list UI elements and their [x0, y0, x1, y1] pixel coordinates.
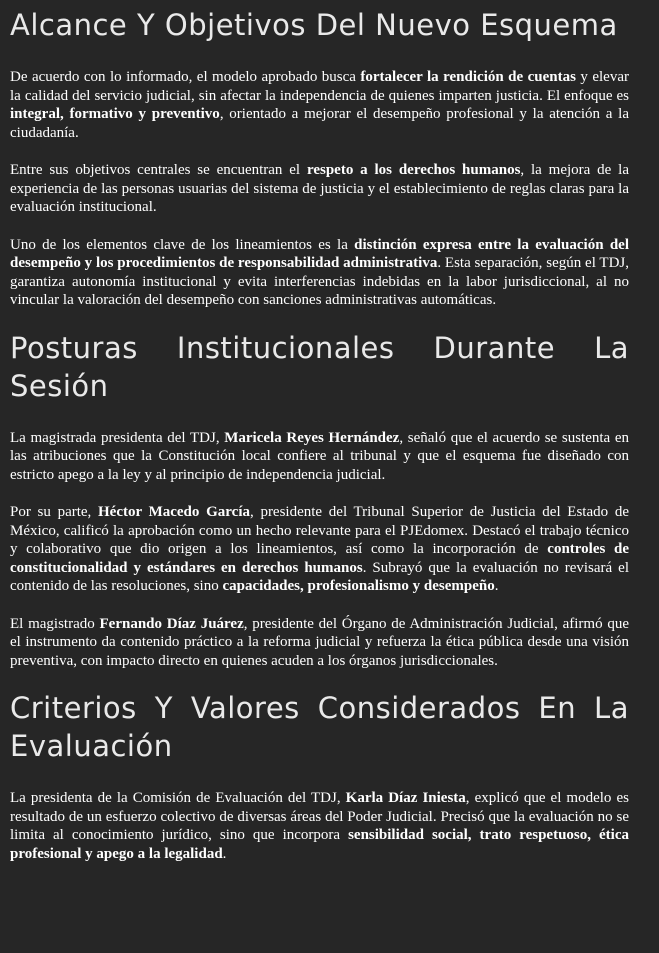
- bold-emphasis: sensibilidad social, trato respetuoso, ética profesional y apego a la legalidad: [10, 827, 629, 862]
- bold-emphasis: Fernando Díaz Juárez: [99, 615, 244, 632]
- paragraph: Por su parte, Héctor Macedo García, presidente del Tribunal Superior de Justicia del Estado de México, calificó la aprobación como un hecho relevante para el PJEdomex. Destacó el trabajo técnico y colaborativo que dio origen a los lineamientos, así como la incorporación de controles de constitucionalidad y estándares en derechos humanos. Subrayó que la evaluación no revisará el contenido de las resoluciones, sino capacidades, profesionalismo y desempeño.: [10, 504, 630, 594]
- bold-emphasis: respeto a los derechos humanos: [306, 162, 521, 178]
- paragraph: De acuerdo con lo informado, el modelo aprobado busca fortalecer la rendición de cuentas y elevar la calidad del servicio judicial, sin afectar la independencia de quienes imparten justicia. El enfoque es integral, formativo y preventivo, orientado a mejorar el desempeño profesional y la atención a la ciudadanía.: [10, 69, 629, 141]
- section-posturas-institucionales: [10, 329, 629, 671]
- bold-emphasis: Héctor Macedo García: [98, 504, 250, 520]
- section-heading: Posturas Institucionales Durante La Sesión: [10, 330, 629, 403]
- paragraph: El magistrado Fernando Díaz Juárez, presidente del Órgano de Administración Judicial, afirmó que el instrumento da contenido práctico a la reforma judicial y refuerza la ética pública desde una visión preventiva, con impacto directo en quienes acuden a los órganos jurisdiccionales.: [10, 615, 630, 669]
- bold-emphasis: controles de constitucionalidad y estándares en derechos humanos: [10, 541, 630, 576]
- section-alcance-objetivos: [10, 6, 629, 310]
- bold-emphasis: Maricela Reyes Hernández: [224, 429, 400, 446]
- paragraph: Uno de los elementos clave de los lineamientos es la distinción expresa entre la evaluación del desempeño y los procedimientos de responsabilidad administrativa. Esta separación, según el TDJ, garantiza autonomía institucional y evita interferencias indebidas en la labor jurisdiccional, al no vincular la valoración del desempeño con sanciones administrativas automáticas.: [10, 236, 629, 308]
- section-heading: Alcance Y Objetivos Del Nuevo Esquema: [10, 8, 618, 42]
- section-heading: Criterios Y Valores Considerados En La Evaluación: [10, 691, 629, 763]
- paragraph: Entre sus objetivos centrales se encuentran el respeto a los derechos humanos, la mejora de la experiencia de las personas usuarias del sistema de justicia y el establecimiento de reglas claras para la evaluación institucional.: [10, 162, 629, 215]
- paragraph: La presidenta de la Comisión de Evaluación del TDJ, Karla Díaz Iniesta, explicó que el modelo es resultado de un esfuerzo colectivo de diversas áreas del Poder Judicial. Precisó que la evaluación no se limita al conocimiento jurídico, sino que incorpora sensibilidad social, trato respetuoso, ética profesional y apego a la legalidad.: [10, 790, 629, 862]
- bold-emphasis: Karla Díaz Iniesta: [345, 790, 466, 806]
- bold-emphasis: fortalecer la rendición de cuentas: [360, 69, 576, 85]
- bold-emphasis: integral, formativo y preventivo: [10, 106, 220, 122]
- bold-emphasis: distinción expresa entre la evaluación del desempeño y los procedimientos de responsabilidad administrativa: [10, 236, 629, 271]
- paragraph: La magistrada presidenta del TDJ, Maricela Reyes Hernández, señaló que el acuerdo se sustenta en las atribuciones que la Constitución local confiere al tribunal y que el esquema fue diseñado con estricto apego a la ley y al principio de independencia judicial.: [10, 429, 629, 483]
- section-criterios-valores: [10, 689, 629, 863]
- bold-emphasis: capacidades, profesionalismo y desempeño: [222, 578, 495, 594]
